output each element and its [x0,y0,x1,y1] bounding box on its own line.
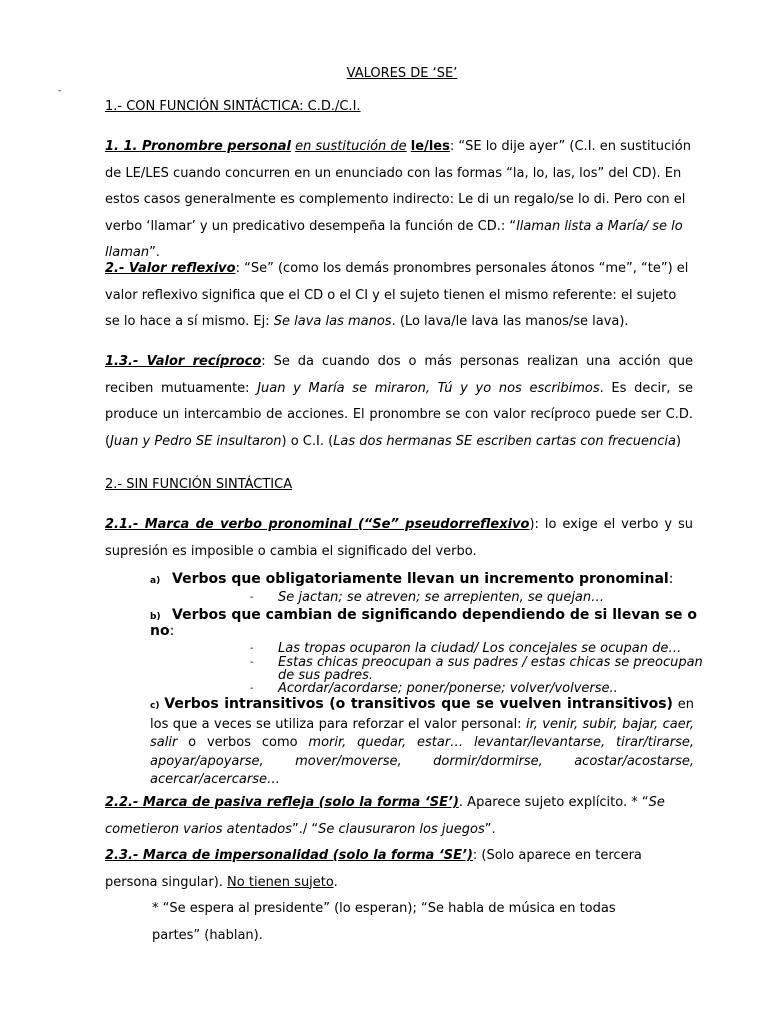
text: . [333,874,338,890]
example-paragraph [152,896,652,949]
section-heading-2: 2.- SIN FUNCIÓN SINTÁCTICA [105,477,293,492]
colon: : [668,571,674,587]
example-text: llaman lista a María/ se lo llaman [105,218,683,260]
underlined-text: No tienen sujeto [227,874,334,890]
paragraph-1-3 [105,349,693,455]
subsection-heading [150,571,710,587]
label: en sustitución de [295,139,407,154]
text: : “SE lo dije ayer” (C.I. en sustitución de LE/LES cuando concurren en un enunciado con las formas “la, lo, las, los” del CD). En estos casos generalmente es complemento indirecto: Le di un regalo/se lo di. Pero con el verbo ‘llamar’ y un predicativo desempeña la función de CD.: “ [105,139,691,234]
text: o verbos como [177,735,309,750]
subsection-a [150,571,710,604]
subsection-c [150,695,694,790]
example-text: Juan y María se miraron, Tú y yo nos escribimos [257,380,600,396]
example-text: Juan y Pedro SE insultaron [110,433,282,449]
example-text: Se cometieron varios atentados [105,795,665,837]
item-text: Se jactan; se atreven; se arrepienten, se quejan… [278,590,605,605]
text: ) [676,433,682,449]
text: : (Solo aparece en tercera persona singular). [105,848,642,890]
paragraph-2-1 [105,512,693,565]
dash-marker: - [250,643,254,654]
label: 1.3.- Valor recíproco [105,354,262,369]
document-title: VALORES DE ‘SE’ [346,66,458,81]
text: ): lo exige el verbo y su supresión es imposible o cambia el significado del verbo. [105,517,693,559]
example-text: morir, quedar, estar… levantar/levantarse, tirar/tirarse, apoyar/apoyarse, mover/moverse, dormir/dormirse, acostar/acostarse, acercar/acercarse… [150,735,694,787]
label: 2.- Valor reflexivo [105,261,236,276]
list-item [250,642,710,655]
list-marker: a) [150,576,161,586]
dash-marker: - [250,592,254,603]
dash-marker: - [250,683,254,694]
example-text: Se clausuraron los juegos [318,821,485,837]
text: en los que a veces se utiliza para reforzar el valor personal: [150,697,694,732]
heading-text: Verbos intransitivos (o transitivos que se vuelven intransitivos) [164,696,673,712]
label: 1. 1. Pronombre personal [105,139,291,154]
item-list [250,642,710,695]
stray-mark: - [58,86,62,96]
list-item [250,656,708,682]
heading-text: Verbos que obligatoriamente llevan un incremento pronominal [172,571,669,587]
text: ”./ “ [291,821,319,837]
text: . (Lo lava/le lava las manos/se lava). [391,314,629,329]
label: 2.2.- Marca de pasiva refleja (solo la forma ‘SE’) [105,795,459,810]
list-marker: c) [150,701,160,711]
text: : Se da cuando dos o más personas realizan una acción que reciben mutuamente: [105,354,693,396]
text: . Aparece sujeto explícito. * “ [458,795,649,810]
example-text: Las dos hermanas SE escriben cartas con frecuencia [333,433,676,449]
paragraph-1-2 [105,256,693,336]
text: ”. [149,245,160,260]
item-text: Las tropas ocuparon la ciudad/ Los concejales se ocupan de… [278,641,682,656]
subsection-heading [150,607,710,639]
list-item [250,682,710,695]
list-item [250,591,710,604]
paragraph-2-2 [105,790,693,843]
paragraph-1-1 [105,134,693,267]
paragraph-2-3 [105,843,693,896]
label: le/les [410,139,450,154]
text: ”. [484,821,496,837]
heading-text: Verbos que cambian de significando dependiendo de si llevan se o no [150,607,698,639]
dash-marker: - [250,657,254,668]
text: : “Se” (como los demás pronombres personales átonos “me”, “te”) el valor reflexivo significa que el CD o el CI y el sujeto tienen el mismo referente: el sujeto se lo hace a sí mismo. Ej: [105,261,689,329]
example-text: ir, venir, subir, bajar, caer, salir [150,716,694,750]
example-text: Se lava las manos [273,314,392,329]
section-heading-1: 1.- CON FUNCIÓN SINTÁCTICA: C.D./C.I. [105,99,361,114]
item-text: Acordar/acordarse; poner/ponerse; volver/volverse.. [278,681,618,696]
item-text: Estas chicas preocupan a sus padres / estas chicas se preocupan de sus padres. [278,655,703,683]
subsection-b [150,607,710,695]
label: 2.1.- Marca de verbo pronominal (“Se” pseudorreflexivo [105,517,530,532]
colon: : [169,623,175,639]
list-marker: b) [150,612,161,622]
text: * “Se espera al presidente” (lo esperan); “Se habla de música en todas partes” (hablan). [152,901,616,943]
text: ) o C.I. ( [281,433,334,449]
text: . Es decir, se produce un intercambio de acciones. El pronombre se con valor recíproco puede ser C.D. ( [105,380,693,449]
label: 2.3.- Marca de impersonalidad (solo la forma ‘SE’) [105,848,473,863]
